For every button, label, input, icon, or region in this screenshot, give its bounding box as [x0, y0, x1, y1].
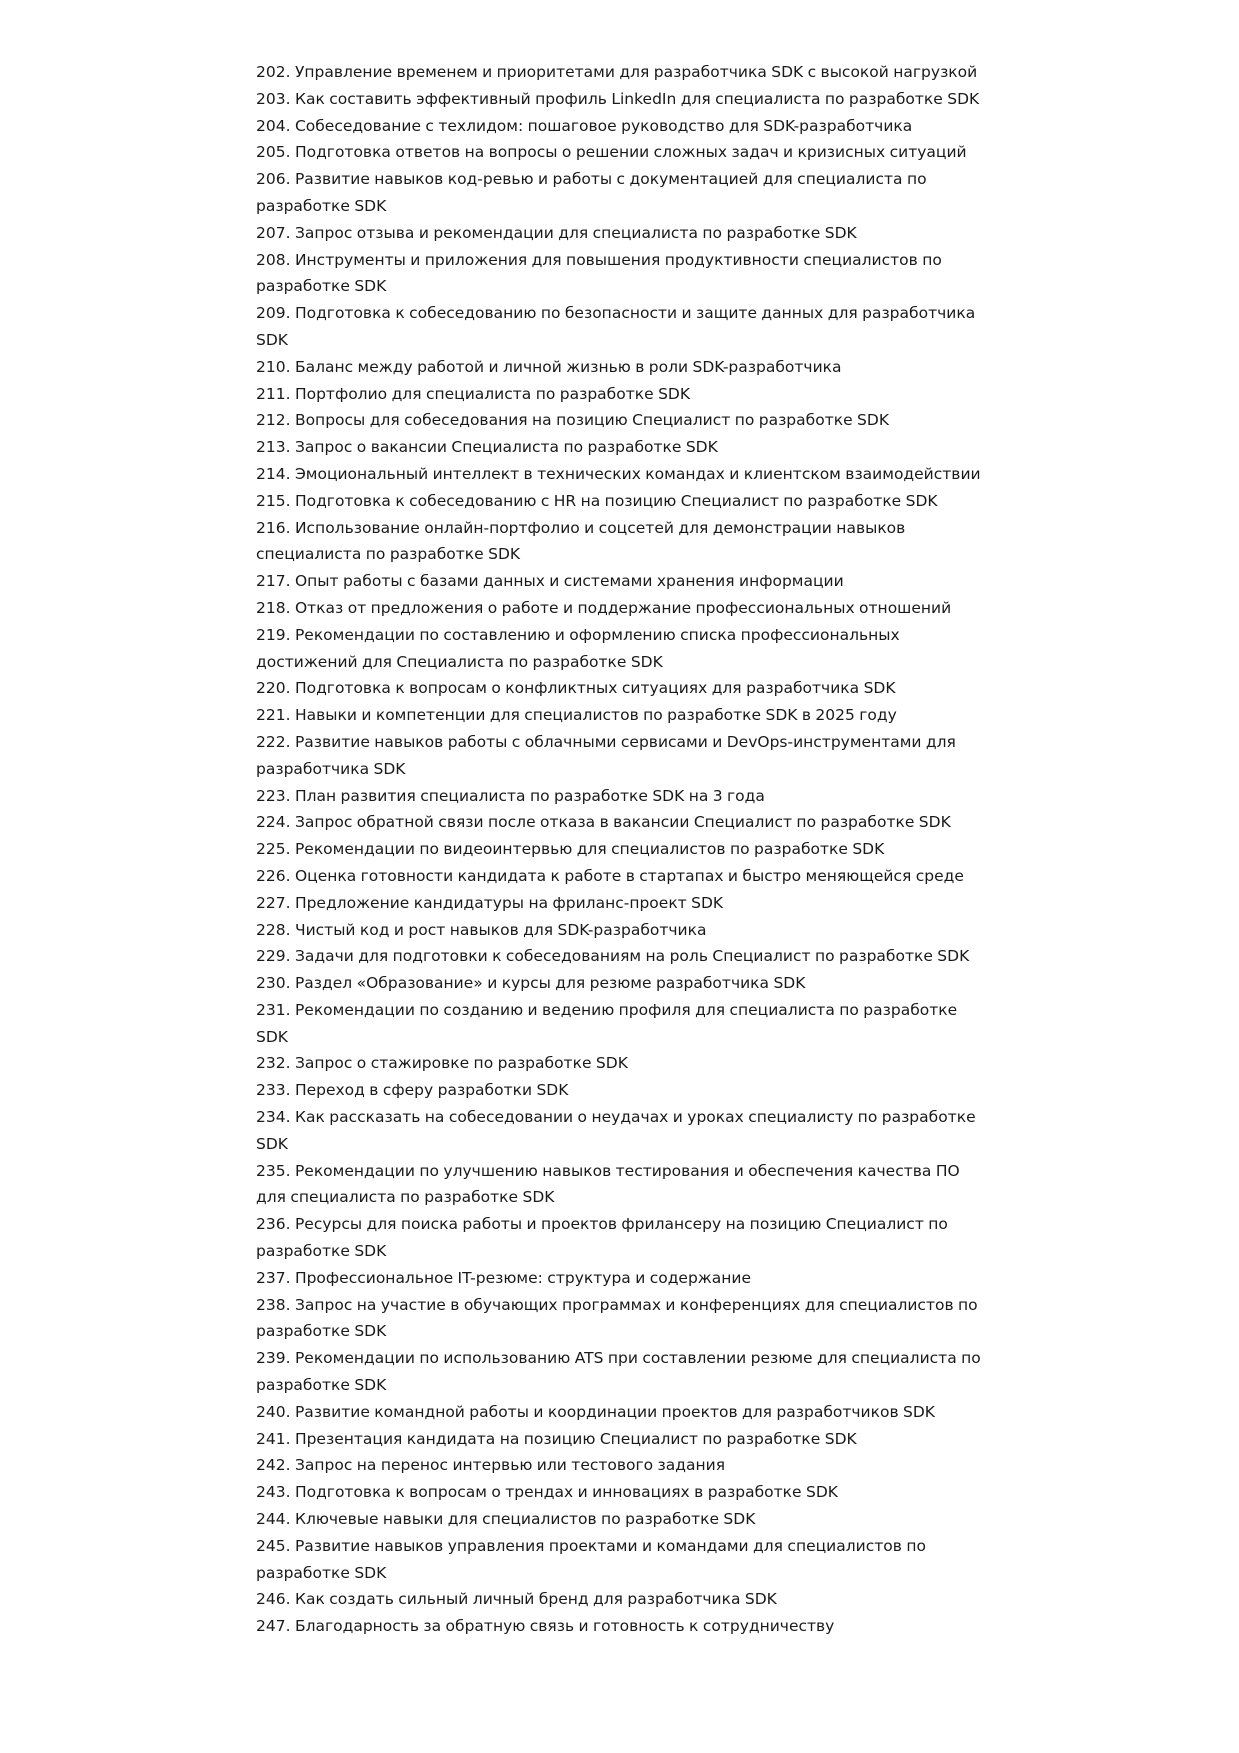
list-item: 241. Презентация кандидата на позицию Специалист по разработке SDK [256, 1429, 857, 1448]
list-item: 215. Подготовка к собеседованию с HR на позицию Специалист по разработке SDK [256, 491, 938, 510]
list-item: 229. Задачи для подготовки к собеседованиям на роль Специалист по разработке SDK [256, 947, 970, 966]
list-item: 205. Подготовка ответов на вопросы о решении сложных задач и кризисных ситуаций [256, 143, 967, 162]
list-item: 219. Рекомендации по составлению и оформлению списка профессиональных достижений для Специалиста по разработке SDK [256, 625, 900, 671]
list-item: 247. Благодарность за обратную связь и готовность к сотрудничеству [256, 1617, 835, 1636]
list-item: 224. Запрос обратной связи после отказа в вакансии Специалист по разработке SDK [256, 813, 951, 832]
list-item: 239. Рекомендации по использованию ATS при составлении резюме для специалиста по разработке SDK [256, 1349, 981, 1395]
list-item: 210. Баланс между работой и личной жизнью в роли SDK-разработчика [256, 357, 842, 376]
list-item: 232. Запрос о стажировке по разработке SDK [256, 1054, 628, 1073]
list-item: 236. Ресурсы для поиска работы и проектов фрилансеру на позицию Специалист по разработке SDK [256, 1215, 948, 1261]
list-item: 218. Отказ от предложения о работе и поддержание профессиональных отношений [256, 598, 952, 617]
list-item: 228. Чистый код и рост навыков для SDK-разработчика [256, 920, 707, 939]
list-item: 216. Использование онлайн-портфолио и соцсетей для демонстрации навыков специалиста по разработке SDK [256, 518, 906, 564]
list-item: 223. План развития специалиста по разработке SDK на 3 года [256, 786, 765, 805]
list-item: 204. Собеседование с техлидом: пошаговое руководство для SDK-разработчика [256, 116, 913, 135]
list-item: 234. Как рассказать на собеседовании о неудачах и уроках специалисту по разработке SDK [256, 1108, 976, 1153]
list-item: 212. Вопросы для собеседования на позицию Специалист по разработке SDK [256, 411, 889, 430]
list-item: 237. Профессиональное IT-резюме: структура и содержание [256, 1268, 752, 1287]
list-item: 230. Раздел «Образование» и курсы для резюме разработчика SDK [256, 974, 806, 993]
list-item: 242. Запрос на перенос интервью или тестового задания [256, 1456, 726, 1475]
list-item: 238. Запрос на участие в обучающих программах и конференциях для специалистов по разработке SDK [256, 1295, 978, 1341]
list-item: 220. Подготовка к вопросам о конфликтных ситуациях для разработчика SDK [256, 679, 896, 698]
list-item: 206. Развитие навыков код-ревью и работы с документацией для специалиста по разработке SDK [256, 170, 927, 215]
list-item: 207. Запрос отзыва и рекомендации для специалиста по разработке SDK [256, 223, 857, 242]
list-item: 246. Как создать сильный личный бренд для разработчика SDK [256, 1590, 777, 1609]
list-item: 244. Ключевые навыки для специалистов по разработке SDK [256, 1510, 756, 1529]
list-item: 208. Инструменты и приложения для повышения продуктивности специалистов по разработке SDK [256, 250, 942, 296]
list-item: 209. Подготовка к собеседованию по безопасности и защите данных для разработчика SDK [256, 304, 976, 349]
list-item: 235. Рекомендации по улучшению навыков тестирования и обеспечения качества ПО для специалиста по разработке SDK [256, 1161, 960, 1207]
list-item: 214. Эмоциональный интеллект в технических командах и клиентском взаимодействии [256, 464, 981, 483]
list-item: 233. Переход в сферу разработки SDK [256, 1081, 569, 1100]
list-item: 245. Развитие навыков управления проектами и командами для специалистов по разработке SDK [256, 1536, 926, 1582]
list-item: 222. Развитие навыков работы с облачными сервисами и DevOps-инструментами для разработчика SDK [256, 732, 956, 778]
list-item: 213. Запрос о вакансии Специалиста по разработке SDK [256, 438, 718, 457]
list-item: 226. Оценка готовности кандидата к работе в стартапах и быстро меняющейся среде [256, 866, 964, 885]
list-item: 225. Рекомендации по видеоинтервью для специалистов по разработке SDK [256, 840, 885, 859]
list-item: 211. Портфолио для специалиста по разработке SDK [256, 384, 691, 403]
list-item: 231. Рекомендации по созданию и ведению профиля для специалиста по разработке SDK [256, 1000, 958, 1046]
article-list [256, 59, 986, 1640]
list-item: 217. Опыт работы с базами данных и системами хранения информации [256, 572, 844, 591]
list-item: 240. Развитие командной работы и координации проектов для разработчиков SDK [256, 1402, 935, 1421]
list-item: 227. Предложение кандидатуры на фриланс-проект SDK [256, 893, 724, 912]
list-item: 202. Управление временем и приоритетами для разработчика SDK с высокой нагрузкой [256, 63, 978, 81]
list-item: 221. Навыки и компетенции для специалистов по разработке SDK в 2025 году [256, 706, 897, 725]
list-item: 243. Подготовка к вопросам о трендах и инновациях в разработке SDK [256, 1483, 838, 1502]
list-item: 203. Как составить эффективный профиль LinkedIn для специалиста по разработке SDK [256, 89, 980, 108]
